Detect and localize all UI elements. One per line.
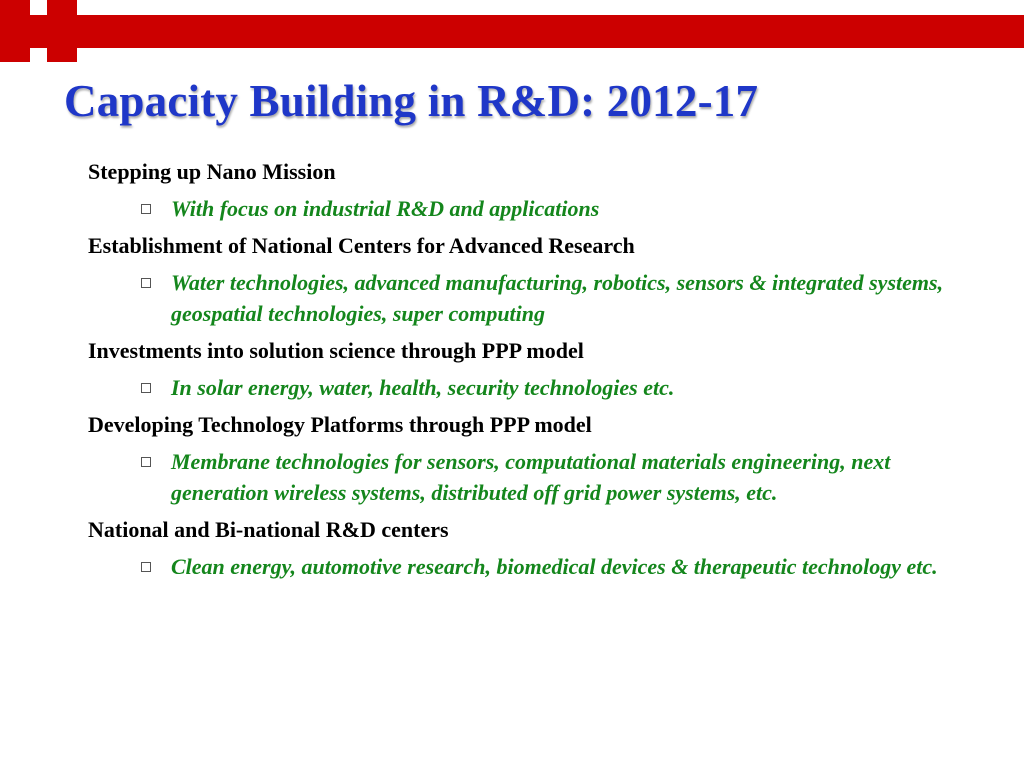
bullet-item-rd-centers: National and Bi-national R&D centers [88,517,449,542]
sub-bullet-nano-mission [171,193,971,224]
corner-accent-notch [30,0,47,15]
sub-bullet-text: With focus on industrial R&D and applications [171,196,600,221]
header-accent-bar [62,15,1024,48]
sub-bullet-text: Water technologies, advanced manufacturing, robotics, sensors & integrated systems, geospatial technologies, super computing [171,270,944,326]
sub-bullet-text: Membrane technologies for sensors, computational materials engineering, next generation wireless systems, distributed off grid power systems, etc. [171,449,891,505]
corner-accent-right [47,0,77,62]
bullet-item-nano-mission: Stepping up Nano Mission [88,159,336,184]
bullet-item-solution-science: Investments into solution science through PPP model [88,338,584,363]
square-bullet-icon [141,457,151,467]
bullet-list [88,156,988,588]
corner-accent-left [0,0,30,62]
sub-bullet-national-centers [171,267,971,329]
square-bullet-icon [141,278,151,288]
sub-bullet-text: In solar energy, water, health, security technologies etc. [171,375,675,400]
square-bullet-icon [141,383,151,393]
sub-bullet-technology-platforms [171,446,971,508]
sub-bullet-rd-centers [171,551,971,582]
bullet-item-technology-platforms: Developing Technology Platforms through PPP model [88,412,592,437]
sub-bullet-solution-science [171,372,971,403]
slide-title: Capacity Building in R&D: 2012-17 [64,76,759,126]
bullet-item-national-centers: Establishment of National Centers for Advanced Research [88,233,635,258]
sub-bullet-text: Clean energy, automotive research, biomedical devices & therapeutic technology etc. [171,554,938,579]
square-bullet-icon [141,562,151,572]
square-bullet-icon [141,204,151,214]
